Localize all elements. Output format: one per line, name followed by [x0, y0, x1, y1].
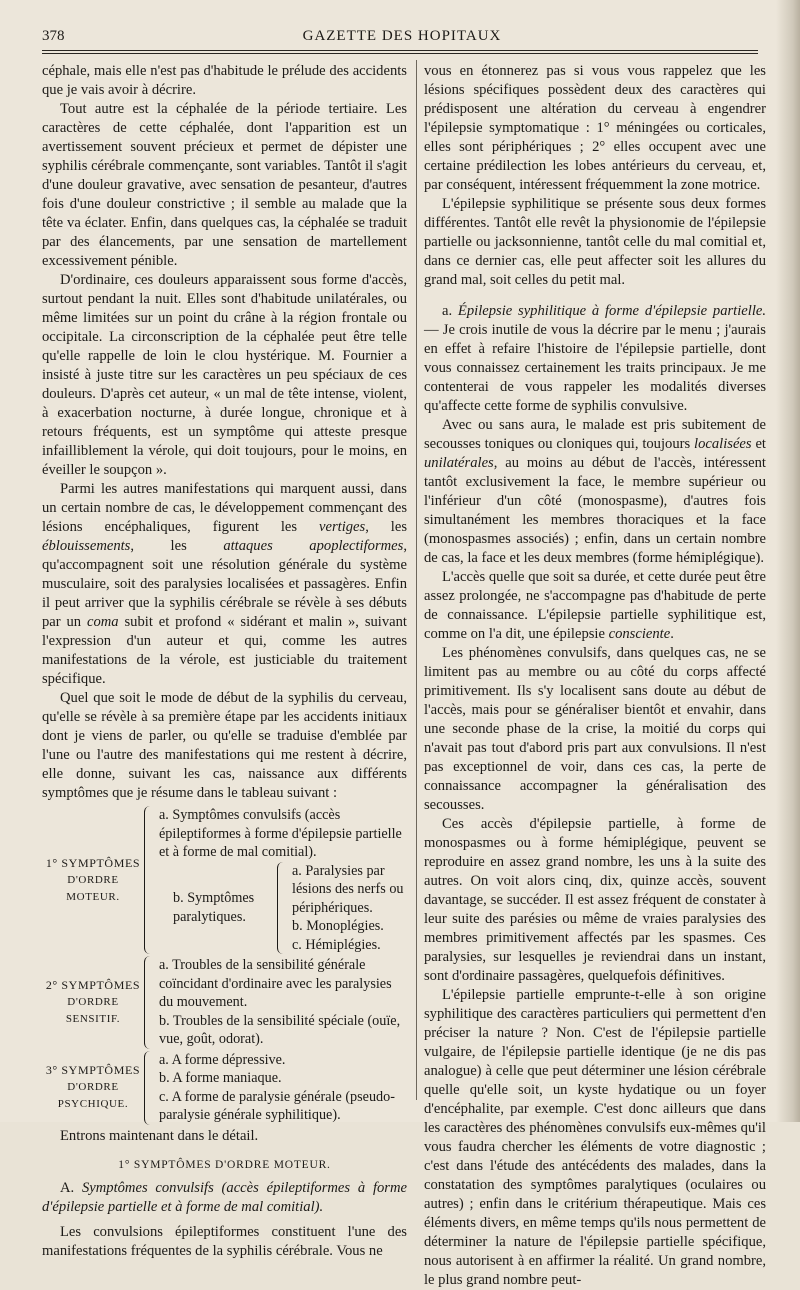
brace [277, 862, 286, 955]
brace [144, 806, 153, 954]
italic-text: vertiges [319, 519, 366, 535]
label-line: PSYCHIQUE. [57, 1098, 129, 1110]
paragraph: L'épilepsie partielle emprunte-t-elle à son origine syphilitique des caractères particuliers qui permettent d'en préciser la nature ? Non. C'est de l'épilepsie partielle vulgaire, de l'épilepsie partielle identique (je ne dis pas analogue) à celle que peut déterminer une lésion cérébrale quelle qu'elle soit, un kyste hydatique ou un foyer d'encéphalite, par exemple. C'est donc ailleurs que dans les caractères des phénomènes convulsifs eux-mêmes qu'il vous faudra chercher les éléments de votre diagnostic ; c'est dans l'étude des antécédents des malades, dans la constatation des symptômes paralytiques (oculaires ou autres) ; enfin dans le critérium thérapeutique. Mais ces éléments divers, en même temps qu'ils nous permettent de déterminer la nature de l'épilepsie partielle spécifique, nous autorisent à en affirmer la réalité. Un grand nombre, le plus grand nombre peut- [424, 987, 766, 1288]
italic-text: coma [86, 614, 119, 630]
label-line: 1° SYMPTÔMES [45, 855, 141, 870]
summary-item: b. A forme maniaque. [159, 1070, 282, 1086]
paragraph: vous en étonnerez pas si vous vous rappelez que les lésions spécifiques possèdent deux des caractères qui prédisposent une altération du cerveau à engendrer l'épilepsie symptomatique : 1° méningées ou corticales, elles sont périphériques ; 2° elles occupent avec une certaine prédilection les lobes antérieurs du cerveau, et, par conséquent, intéressent fréquemment la zone motrice. [424, 63, 766, 193]
paragraph [42, 480, 407, 689]
paragraph: Ces accès d'épilepsie partielle, à forme de monospasmes ou à forme hémiplégique, peuvent se reproduire en assez grand nombre, les uns à la suite des autres. On voit alors cinq, dix, quinze accès, souvent davantage, se succéder. Il est assez fréquent de constater à leur suite des parésies ou même de vraies paralysies des membres primitivement affectés par les spasmes. Ces paralysies, sur lesquelles je reviendrai dans un instant, sont d'ordinaire passagères, quelquefois définitives. [424, 816, 766, 984]
italic-text: unilatérales [424, 455, 494, 471]
brace [144, 1051, 153, 1125]
text-run: Parmi les autres manifestations qui marquent aussi, dans un certain nombre de cas, le développement commençant des lésions encéphaliques, figurent les [42, 481, 407, 535]
italic-text: localisées [694, 436, 752, 452]
summary-item: c. A forme de paralysie générale (pseudo-paralysie générale syphilitique). [159, 1088, 395, 1123]
label-line: MOTEUR. [66, 890, 120, 903]
summary-group-sensory [42, 956, 407, 1049]
paragraph: Quel que soit le mode de début de la syphilis du cerveau, qu'elle se révèle à sa première étape par les accidents initiaux dont je viens de parler, ou qu'elle se traduise d'emblée par l'une ou l'autre des manifestations qui me restent à décrire, elle donne, suivant les cas, naissance aux différents symptômes que je résume dans le tableau suivant : [42, 690, 407, 801]
summary-group-psychic [42, 1051, 407, 1125]
brace [144, 956, 153, 1049]
paragraph: Les phénomènes convulsifs, dans quelques cas, ne se limitent pas au membre ou au côté du corps affecté primitivement. Ils s'y localisent sans doute au début de l'accès, mais pour se généraliser bientôt et envahir, dans une seconde phase de la crise, la moitié du corps qui n'avait pas tout d'abord pris part aux convulsions. Il n'est pas exceptionnel de voir, dans ces cas, la perte de connaissance accompagner la généralisation des secousses. [424, 645, 766, 813]
symptom-summary-table [42, 806, 407, 1125]
label-line: SENSITIF. [65, 1012, 121, 1025]
summary-item: b. Monoplégies. [292, 918, 384, 934]
text-run: , les [130, 538, 224, 554]
summary-item: c. Hémiplégies. [292, 936, 381, 953]
paragraph: Les convulsions épileptiformes constituent l'une des manifestations fréquentes de la syphilis cérébrale. Vous ne [42, 1223, 407, 1259]
paragraph: céphale, mais elle n'est pas d'habitude le prélude des accidents que je vais avoir à décrire. [42, 63, 407, 98]
summary-item: a. Troubles de la sensibilité générale coïncidant d'ordinaire avec les paralysies du mouvement. [159, 957, 392, 1010]
italic-text: consciente [608, 626, 671, 642]
italic-text: éblouissements [42, 538, 131, 554]
column-divider [416, 60, 417, 1100]
text-run: a. [442, 303, 458, 319]
italic-text: Épilepsie syphilitique à forme d'épilepsie partielle. [457, 303, 766, 319]
text-run: L'accès quelle que soit sa durée, et cette durée peut être assez prolongée, ne s'accompagne pas d'habitude de perte de connaissance. L'épilepsie partielle syphilitique est, comme on l'a dit, une épilepsie [424, 569, 766, 642]
summary-subgroup-label [159, 862, 277, 955]
label-line: D'ORDRE [67, 873, 119, 886]
label-line: D'ORDRE [67, 995, 119, 1008]
paragraph [424, 302, 766, 416]
italic-text: Symptômes convulsifs (accès épileptiformes à forme d'épilepsie partielle et à forme de mal comitial). [42, 1179, 407, 1215]
label-line: paralytiques. [173, 908, 246, 925]
label-line: D'ORDRE [67, 1081, 119, 1093]
paragraph: D'ordinaire, ces douleurs apparaissent sous forme d'accès, surtout pendant la nuit. Elles sont d'habitude unilatérales, ou même limitées sur un point du crâne à la région frontale ou occipitale. La circonscription de la céphalée peut être telle qu'elle rappelle de loin le clou hystérique. M. Fournier a insisté à juste titre sur les caractères un peu spéciaux de ces douleurs. D'après cet auteur, « un mal de tête intense, violent, à exacerbation nocturne, à durée longue, chronique et à retours fréquents, est un symptôme qui atteste presque infailliblement la vérole, qui doit toujours, pour le moins, en éveiller le soupçon ». [42, 272, 407, 478]
text-run: A. [60, 1179, 82, 1196]
summary-item: a. Symptômes convulsifs (accès épileptiformes à forme d'épilepsie partielle et à forme de mal comitial). [159, 807, 402, 860]
subsection-title [42, 1179, 407, 1217]
summary-group-label [42, 806, 144, 954]
text-run: . [670, 626, 674, 642]
text-run: Avec ou sans aura, le malade est pris subitement de secousses toniques ou cloniques qui, toujours [424, 417, 766, 452]
text-run: , les [365, 519, 407, 535]
summary-subgroup [159, 862, 407, 955]
header-rule-double [42, 53, 758, 54]
page-number: 378 [42, 28, 65, 44]
right-column [424, 62, 766, 1290]
summary-group-label [42, 1051, 144, 1125]
paragraph: Tout autre est la céphalée de la période tertiaire. Les caractères de cette céphalée, dont l'apparition est un avertissement souvent précieux et permet de dépister une syphilis cérébrale commençante, sont variables. Tantôt il s'agit d'une douleur gravative, avec sensation de pesanteur, d'autres fois d'une douleur constrictive ; il semble au malade que la tête va éclater. Enfin, dans quelques cas, la céphalée se traduit par des élancements, par une sensation de martellement excessivement pénible. [42, 101, 407, 269]
summary-group-body [159, 956, 407, 1049]
summary-group-label [42, 956, 144, 1049]
paragraph [424, 568, 766, 644]
summary-subgroup-body [292, 862, 407, 955]
label-line: 2° SYMPTÔMES [45, 977, 141, 992]
summary-item: b. Troubles de la sensibilité spéciale (ouïe, vue, goût, odorat). [159, 1012, 401, 1047]
paragraph [424, 416, 766, 568]
text-run: — Je crois inutile de vous la décrire par le menu ; j'aurais en effet à refaire l'histoire de l'épilepsie partielle, dont vous connaissez certainement les traits principaux. Je me contenterai de vous rappeler les modalités diverses qu'affecte cette forme de syphilis convulsive. [424, 322, 766, 414]
text-run: , qu'accompagnent soit une résolution générale du système musculaire, soit des paralysies localisées et passagères. Enfin il peut arriver que la syphilis cérébrale se révèle à ses débuts par un [42, 538, 407, 630]
summary-group-body [159, 806, 407, 954]
summary-group-motor [42, 806, 407, 954]
page-edge-shadow [776, 0, 800, 1122]
text-run: , au moins au début de l'accès, intéressent tantôt exclusivement la face, le membre supérieur ou l'inférieur d'un côté (monospasme), d'autres fois simultanément les membres thoraciques et la face (monospasmes associés) ; enfin, dans un certain nombre de cas, la face et les deux membres (forme hémiplégique). [424, 455, 766, 566]
paragraph: L'épilepsie syphilitique se présente sous deux formes différentes. Tantôt elle revêt la physionomie de l'épilepsie partielle ou jacksonnienne, tantôt celle du mal comitial et, dans ce dernier cas, elle peut affecter soit les allures du grand mal, soit celles du petit mal. [424, 196, 766, 288]
label-line: b. Symptômes [173, 890, 255, 907]
label-line: 3° SYMPTÔMES [45, 1063, 141, 1077]
summary-item: a. A forme dépressive. [159, 1051, 286, 1068]
text-run: et [751, 436, 766, 452]
text-run: subit et profond « sidérant et malin », suivant l'expression d'un auteur et qui, comme les autres manifestations de la vérole, est justiciable du traitement spécifique. [42, 614, 407, 687]
header-rule [42, 50, 758, 51]
summary-group-body [159, 1051, 407, 1125]
section-title: 1° SYMPTÔMES D'ORDRE MOTEUR. [118, 1158, 331, 1171]
paragraph: Entrons maintenant dans le détail. [60, 1127, 259, 1144]
summary-item: a. Paralysies par lésions des nerfs ou périphériques. [292, 862, 404, 916]
left-column [42, 62, 407, 1261]
page-header [42, 26, 762, 48]
journal-title: GAZETTE DES HOPITAUX [302, 28, 502, 44]
italic-text: attaques apoplectiformes [223, 538, 404, 554]
